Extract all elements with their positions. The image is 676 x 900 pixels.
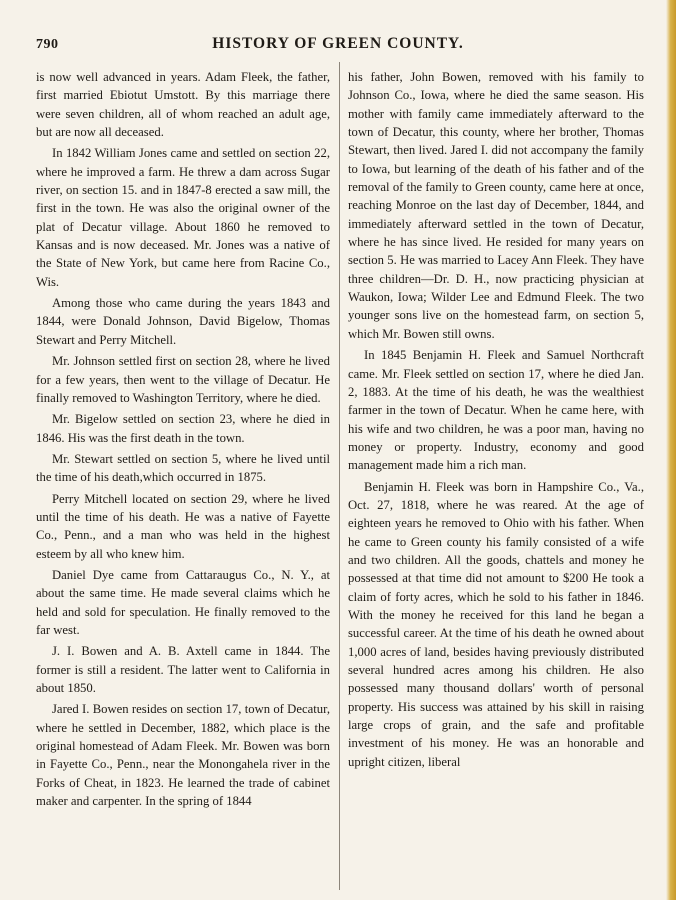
paragraph: Mr. Stewart settled on section 5, where he lived until the time of his death,which occurred in 1875.	[36, 451, 330, 485]
paragraph: Benjamin H. Fleek was born in Hampshire Co., Va., Oct. 27, 1818, where he was reared. At the age of eighteen years he removed to Ohio with his father. When he came to Green county his family consisted of a wife and two children. All the goods, chattels and money he possessed at that time did not amount to $200 He took a claim of forty acres, which he sold to his father in 1846. With the money he received for this land he began a successful career. At the time of his death he owned about 1,000 acres of land, besides having previously distributed several hundred acres among his children. He also possessed many thousand dollars' worth of personal property. His success was attained by his skill in raising large crops of grain, and the safe and profitable investment of his money. He was an honorable and upright citizen, liberal	[348, 479, 644, 769]
paragraph: Jared I. Bowen resides on section 17, town of Decatur, where he settled in December, 1882, which place is the original homestead of Adam Fleek. Mr. Bowen was born in Fayette Co., Penn., near the Monongahela river in the Forks of Cheat, in 1823. He learned the trade of cabinet maker and carpenter. In the spring of 1844	[36, 702, 330, 809]
paragraph: In 1842 William Jones came and settled on section 22, where he improved a farm. He threw a dam across Sugar river, on section 15. and in 1847-8 erected a saw mill, the first in the town. He was also the original owner of the plat of Decatur village. About 1860 he removed to Kansas and is now deceased. Mr. Jones was a native of the State of New York, but came here from Racine Co., Wis.	[36, 146, 330, 289]
paragraph: Perry Mitchell located on section 29, where he lived until the time of his death. He was a native of Fayette Co., Penn., and a man who was held in the highest esteem by all who knew him.	[36, 491, 330, 561]
paragraph: Mr. Bigelow settled on section 23, where he died in 1846. His was the first death in the town.	[36, 412, 330, 445]
page-number: 790	[36, 37, 59, 52]
paragraph: Mr. Johnson settled first on section 28, where he lived for a few years, then went to the village of Decatur. He finally removed to Washington Territory, where he died.	[36, 354, 330, 405]
column-divider	[339, 62, 340, 890]
right-column	[348, 68, 644, 774]
paragraph: In 1845 Benjamin H. Fleek and Samuel Northcraft came. Mr. Fleek settled on section 17, where he died Jan. 2, 1883. At the time of his death, he was the wealthiest farmer in the town of Decatur. When he came here, with his wife and two children, he was a poor man, having no money or property. Industry, economy and good management made him a rich man.	[348, 348, 644, 473]
paragraph: J. I. Bowen and A. B. Axtell came in 1844. The former is still a resident. The latter went to California in about 1850.	[36, 644, 330, 695]
running-head-title: HISTORY OF GREEN COUNTY.	[212, 35, 464, 52]
page-edge-shading	[666, 0, 676, 900]
paragraph: his father, John Bowen, removed with his family to Johnson Co., Iowa, where he died the same season. His mother with family came immediately afterward to the town of Decatur, this county, where her brother, Thomas Stewart, then lived. Jared I. did not accompany the family to Iowa, but learning of the death of his father and of the removal of the family to Green county, came here at once, reaching Monroe on the last day of December, 1844, and immediately afterward settled in the town of Decatur, where he has since lived. He resided for many years on section 5. He was married to Lacey Ann Fleek. They have three children—Dr. D. H., now practicing physician at Waukon, Iowa; Wilder Lee and Edmund Fleek. The two younger sons live on the homestead farm, on section 5, which Mr. Bowen still owns.	[348, 70, 644, 341]
left-column	[36, 68, 330, 813]
paragraph: Among those who came during the years 1843 and 1844, were Donald Johnson, David Bigelow, Thomas Stewart and Perry Mitchell.	[36, 296, 330, 347]
paragraph: is now well advanced in years. Adam Fleek, the father, first married Ebiotut Umstott. By this marriage there were seven children, all of whom reached an adult age, but are now all deceased.	[36, 70, 330, 140]
paragraph: Daniel Dye came from Cattaraugus Co., N. Y., at about the same time. He made several claims which he held and sold for speculation. He finally removed to the far west.	[36, 567, 330, 637]
